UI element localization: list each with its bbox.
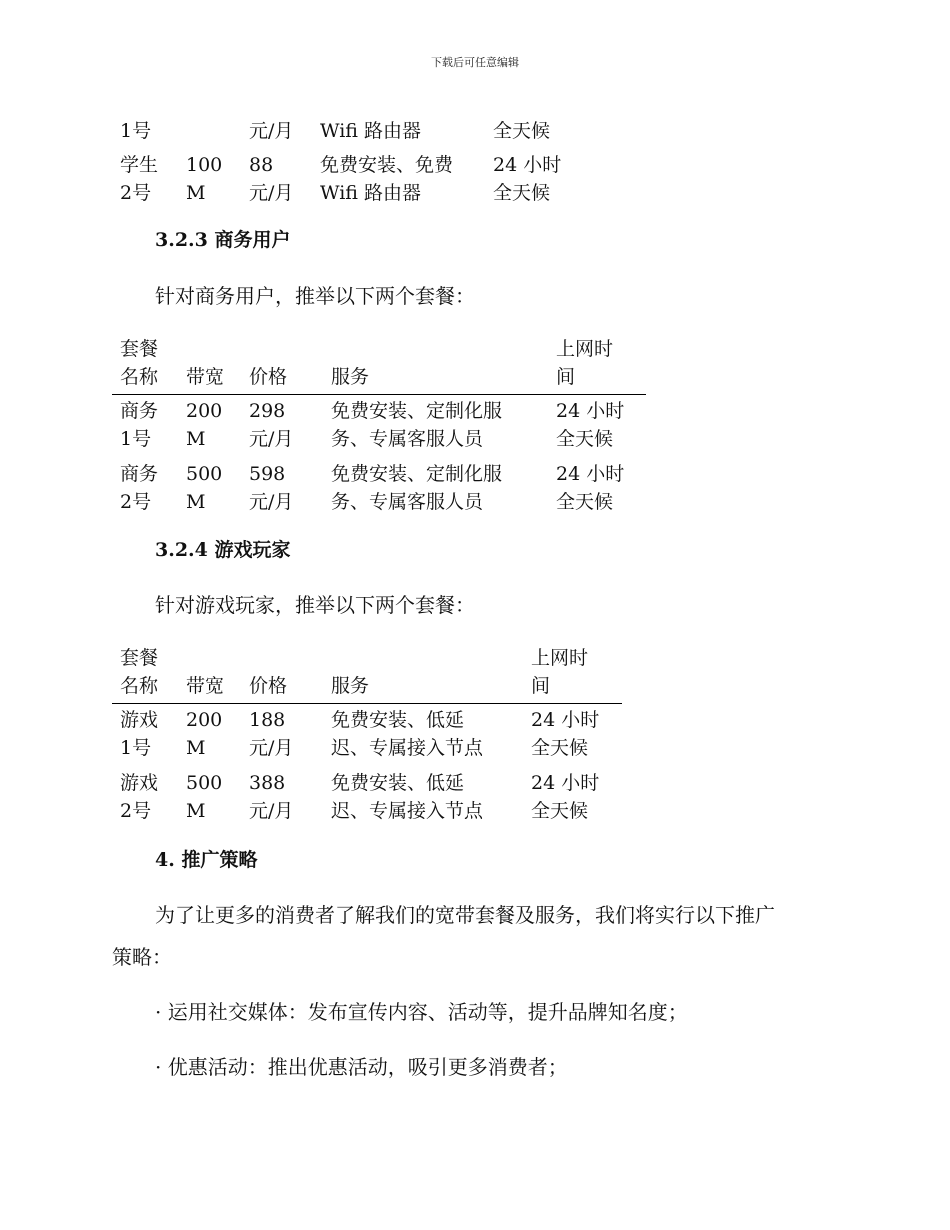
bandwidth-cell: 200 [186, 400, 223, 422]
section-intro-323: 针对商务用户，推举以下两个套餐： [155, 284, 475, 308]
header-name: 套餐 [120, 338, 159, 360]
time-cell: 24 小时 [556, 463, 625, 485]
service-cell: 免费安装、低延 [331, 709, 465, 731]
time-cell: 全天候 [531, 737, 589, 759]
bandwidth-cell: M [186, 182, 206, 204]
time-cell: 全天候 [556, 491, 614, 513]
price-cell: 元/月 [249, 120, 294, 142]
price-cell: 元/月 [249, 737, 294, 759]
header-name: 名称 [120, 675, 159, 697]
price-cell: 388 [249, 772, 286, 794]
time-cell: 全天候 [556, 428, 614, 450]
header-time: 上网时 [531, 647, 589, 669]
time-cell: 24 小时 [531, 709, 600, 731]
plan-name-cell: 商务 [120, 400, 159, 422]
plan-name-cell: 学生 [120, 154, 159, 176]
bandwidth-cell: 500 [186, 772, 223, 794]
time-cell: 全天候 [531, 800, 589, 822]
price-cell: 元/月 [249, 800, 294, 822]
service-cell: 免费安装、定制化服 [331, 463, 503, 485]
header-time: 间 [531, 675, 551, 697]
header-name: 套餐 [120, 647, 159, 669]
header-name: 名称 [120, 366, 159, 388]
plan-name-cell: 2号 [120, 491, 152, 513]
section-heading-324: 3.2.4 游戏玩家 [155, 539, 291, 561]
service-cell: 务、专属客服人员 [331, 491, 484, 513]
service-cell: 迟、专属接入节点 [331, 737, 484, 759]
page-header: 下载后可任意编辑 [431, 56, 519, 69]
time-cell: 24 小时 [493, 154, 562, 176]
price-cell: 元/月 [249, 491, 294, 513]
plan-name-cell: 2号 [120, 182, 152, 204]
price-cell: 元/月 [249, 428, 294, 450]
price-cell: 88 [249, 154, 274, 176]
price-cell: 598 [249, 463, 286, 485]
time-cell: 全天候 [493, 120, 551, 142]
bandwidth-cell: 100 [186, 154, 223, 176]
plan-name-cell: 游戏 [120, 772, 159, 794]
bandwidth-cell: 500 [186, 463, 223, 485]
plan-name-cell: 2号 [120, 800, 152, 822]
service-cell: 免费安装、定制化服 [331, 400, 503, 422]
section-heading-4: 4. 推广策略 [155, 849, 258, 871]
time-cell: 24 小时 [531, 772, 600, 794]
price-cell: 298 [249, 400, 286, 422]
price-cell: 188 [249, 709, 286, 731]
service-cell: Wifi 路由器 [320, 120, 421, 142]
plan-name-cell: 1号 [120, 428, 152, 450]
bandwidth-cell: M [186, 491, 206, 513]
bullet-item: · 运用社交媒体：发布宣传内容、活动等，提升品牌知名度； [155, 1000, 688, 1024]
service-cell: 迟、专属接入节点 [331, 800, 484, 822]
header-bandwidth: 带宽 [186, 675, 225, 697]
header-price: 价格 [249, 366, 288, 388]
plan-name-cell: 游戏 [120, 709, 159, 731]
section-intro-4-line2: 策略： [112, 945, 172, 969]
service-cell: 务、专属客服人员 [331, 428, 484, 450]
header-bandwidth: 带宽 [186, 366, 225, 388]
section-intro-324: 针对游戏玩家，推举以下两个套餐： [155, 593, 475, 617]
service-cell: 免费安装、低延 [331, 772, 465, 794]
table-header-rule [112, 703, 622, 704]
header-service: 服务 [331, 675, 370, 697]
time-cell: 24 小时 [556, 400, 625, 422]
header-time: 间 [556, 366, 576, 388]
bandwidth-cell: M [186, 800, 206, 822]
service-cell: Wifi 路由器 [320, 182, 421, 204]
section-intro-4-line1: 为了让更多的消费者了解我们的宽带套餐及服务，我们将实行以下推广 [155, 903, 775, 927]
section-heading-323: 3.2.3 商务用户 [155, 229, 291, 251]
plan-name-cell: 商务 [120, 463, 159, 485]
bullet-item: · 优惠活动：推出优惠活动，吸引更多消费者； [155, 1055, 568, 1079]
header-service: 服务 [331, 366, 370, 388]
plan-name-cell: 1号 [120, 120, 152, 142]
plan-name-cell: 1号 [120, 737, 152, 759]
table-header-rule [112, 394, 646, 395]
header-time: 上网时 [556, 338, 614, 360]
service-cell: 免费安装、免费 [320, 154, 454, 176]
bandwidth-cell: M [186, 428, 206, 450]
header-price: 价格 [249, 675, 288, 697]
price-cell: 元/月 [249, 182, 294, 204]
time-cell: 全天候 [493, 182, 551, 204]
bandwidth-cell: M [186, 737, 206, 759]
bandwidth-cell: 200 [186, 709, 223, 731]
